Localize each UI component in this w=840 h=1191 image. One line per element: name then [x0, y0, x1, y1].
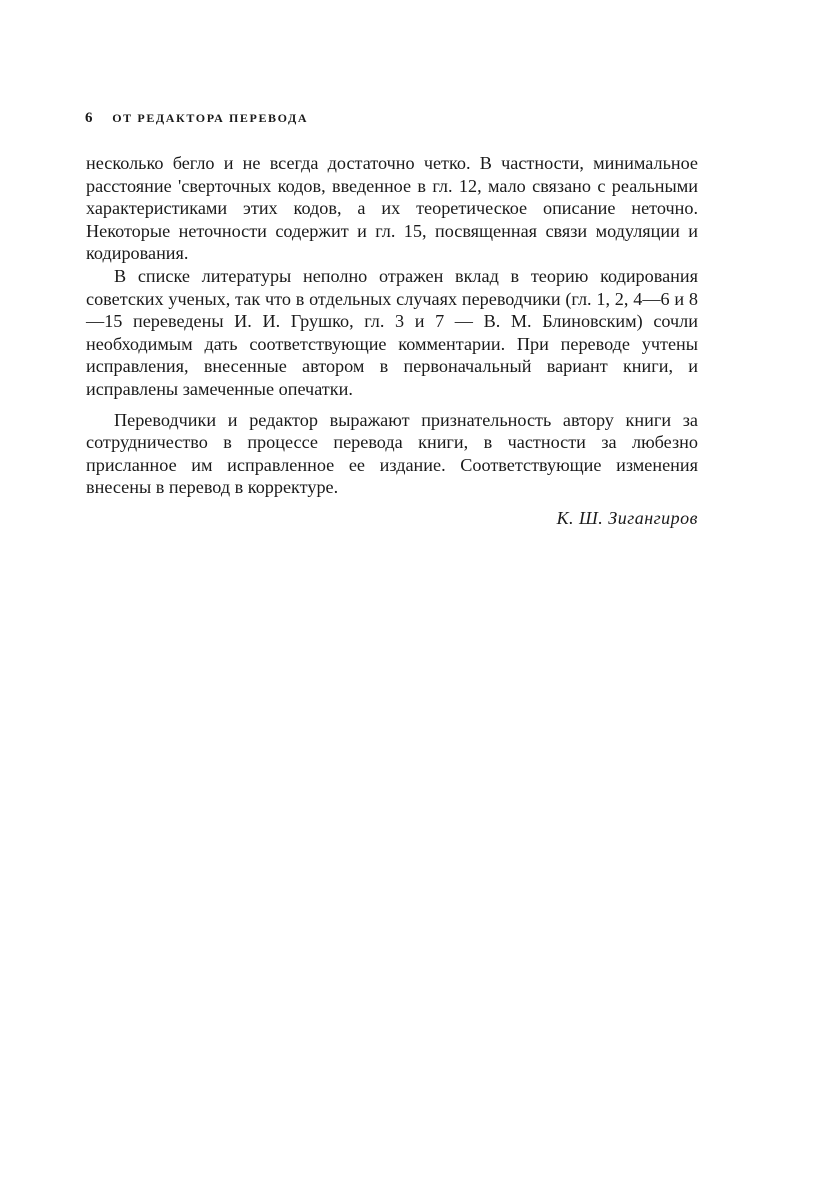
paragraph-literature: В списке литературы неполно отражен вклад в теорию кодирования советских ученых, так что в отдельных случаях переводчики (гл. 1, 2, 4—6 и 8—15 переведены И. И. Грушко, гл. 3 и 7 — В. М. Блиновским) сочли необходимым дать соответствующие комментарии. При переводе учтены исправления, внесенные автором в первоначальный вариант книги, и исправлены замеченные опечатки. [86, 265, 698, 399]
page-number: 6 [85, 110, 94, 126]
text-body [86, 152, 698, 499]
running-title: ОТ РЕДАКТОРА ПЕРЕВОДА [112, 111, 309, 125]
paragraph-acknowledgement: Переводчики и редактор выражают признательность автору книги за сотрудничество в процессе перевода книги, в частности за любезно присланное им исправленное ее издание. Соответствующие изменения внесены в перевод в корректуре. [86, 409, 698, 498]
page-header [85, 110, 705, 127]
paragraph-continued: несколько бегло и не всегда достаточно четко. В частности, минимальное расстояние 'сверточных кодов, введенное в гл. 12, мало связано с реальными характеристиками этих кодов, а их теоретическое описание неточно. Некоторые неточности содержит и гл. 15, посвященная связи модуляции и кодирования. [86, 153, 698, 264]
signature: К. Ш. Зигангиров [556, 508, 698, 528]
